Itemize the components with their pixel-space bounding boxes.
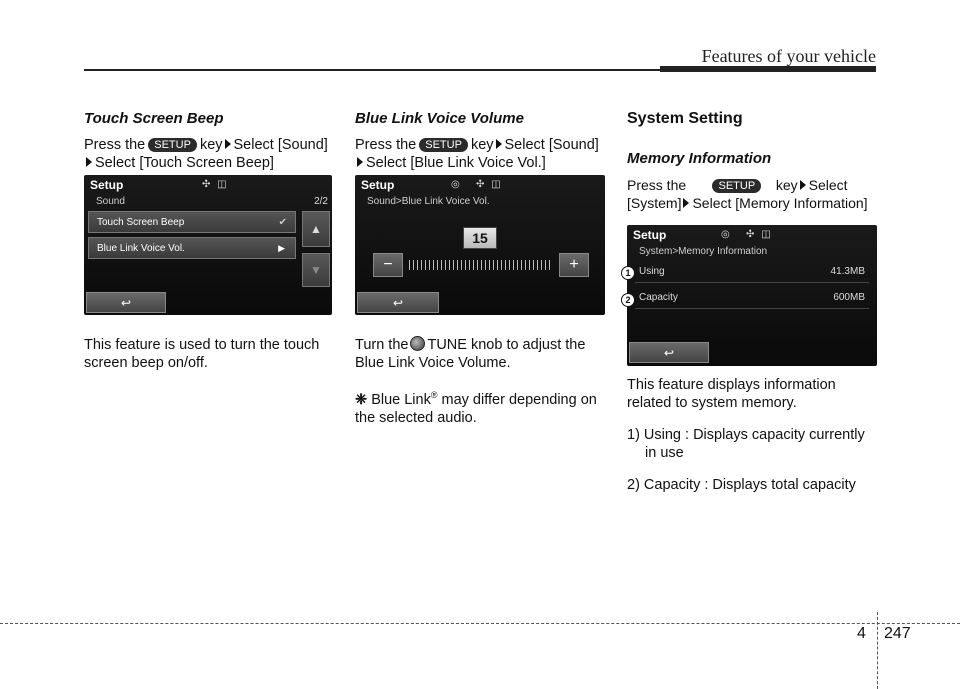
setup-key-icon: SETUP — [419, 138, 468, 152]
setup-key-icon: SETUP — [712, 179, 761, 193]
arrow-right-icon — [800, 180, 806, 190]
section-title: Blue Link Voice Volume — [355, 110, 524, 127]
callout-2: 2 — [621, 293, 635, 307]
screen-sound-setup — [84, 175, 332, 315]
screen-title: Setup — [90, 178, 124, 192]
footer-divider — [877, 612, 878, 689]
screen-subtitle: Sound — [96, 196, 125, 207]
instruction: Press the SETUP key Select [Sound] Select [Touch Screen Beep] — [84, 137, 328, 171]
page-indicator: 2/2 — [314, 196, 328, 207]
screen-title: Setup — [633, 228, 667, 242]
status-icons: ✣ ◫ — [202, 179, 229, 190]
header-rule-accent — [660, 66, 876, 72]
volume-down-button[interactable]: − — [373, 253, 403, 277]
tune-instruction: Turn the TUNE knob to adjust the Blue Link Voice Volume. — [355, 337, 586, 371]
section-touch-screen-beep — [84, 110, 334, 172]
screen-subtitle: Sound>Blue Link Voice Vol. — [367, 196, 490, 207]
screen-subtitle: System>Memory Information — [639, 246, 768, 257]
description: This feature displays information related to system memory. 1) Using : Displays capacity currently in use 2) Capacity : Displays total capacity — [627, 376, 877, 494]
arrow-right-icon — [86, 157, 92, 167]
screen-title: Setup — [361, 178, 395, 192]
running-header: Features of your vehicle — [701, 46, 876, 66]
note-mark-icon: ❈ — [355, 391, 368, 408]
section-title: Touch Screen Beep — [84, 110, 224, 127]
arrow-right-icon — [225, 139, 231, 149]
back-button[interactable]: ↩ — [629, 342, 709, 363]
setup-key-icon: SETUP — [148, 138, 197, 152]
scroll-up-button[interactable]: ▲ — [302, 211, 330, 247]
section-title: Memory Information — [627, 150, 772, 167]
list-item: 1) Using : Displays capacity currently in use — [627, 427, 865, 461]
description: This feature is used to turn the touch screen beep on/off. — [84, 337, 320, 371]
section-system-setting — [627, 110, 877, 212]
arrow-right-icon — [496, 139, 502, 149]
list-item: 2) Capacity : Displays total capacity — [627, 477, 856, 493]
memory-row-capacity: Capacity 600MB — [635, 287, 869, 309]
arrow-right-icon — [357, 157, 363, 167]
header-rule — [84, 69, 660, 71]
volume-slider[interactable] — [409, 260, 551, 270]
play-icon: ▶ — [278, 242, 285, 253]
screen-voice-volume — [355, 175, 605, 315]
note: ❈ Blue Link® may differ depending on the selected audio. — [355, 390, 597, 426]
status-icons: ◎ ✣ ◫ — [451, 179, 503, 190]
menu-item-touch-screen-beep[interactable]: Touch Screen Beep ✔ — [88, 211, 296, 233]
back-button[interactable]: ↩ — [86, 292, 166, 313]
section-heading: System Setting — [627, 110, 743, 127]
screen-memory-information — [627, 225, 877, 366]
back-button[interactable]: ↩ — [357, 292, 439, 313]
arrow-right-icon — [683, 198, 689, 208]
instruction: Press the SETUP key Select [System] Select [Memory Information] — [627, 177, 868, 211]
scroll-down-button[interactable]: ▼ — [302, 253, 330, 287]
status-icons: ◎ ✣ ◫ — [721, 229, 773, 240]
volume-value: 15 — [463, 227, 497, 249]
memory-row-using: Using 41.3MB — [635, 261, 869, 283]
callout-1: 1 — [621, 266, 635, 280]
footer-rule — [0, 623, 960, 624]
volume-up-button[interactable]: + — [559, 253, 589, 277]
instruction: Press the SETUP key Select [Sound] Select [Blue Link Voice Vol.] — [355, 137, 599, 171]
chapter-number: 4 — [857, 625, 866, 642]
section-blue-link-voice-volume — [355, 110, 605, 172]
check-icon: ✔ — [278, 216, 287, 228]
page-number: 247 — [884, 625, 911, 642]
menu-item-blue-link-voice-vol[interactable]: Blue Link Voice Vol. ▶ — [88, 237, 296, 259]
tune-knob-icon — [410, 336, 425, 351]
